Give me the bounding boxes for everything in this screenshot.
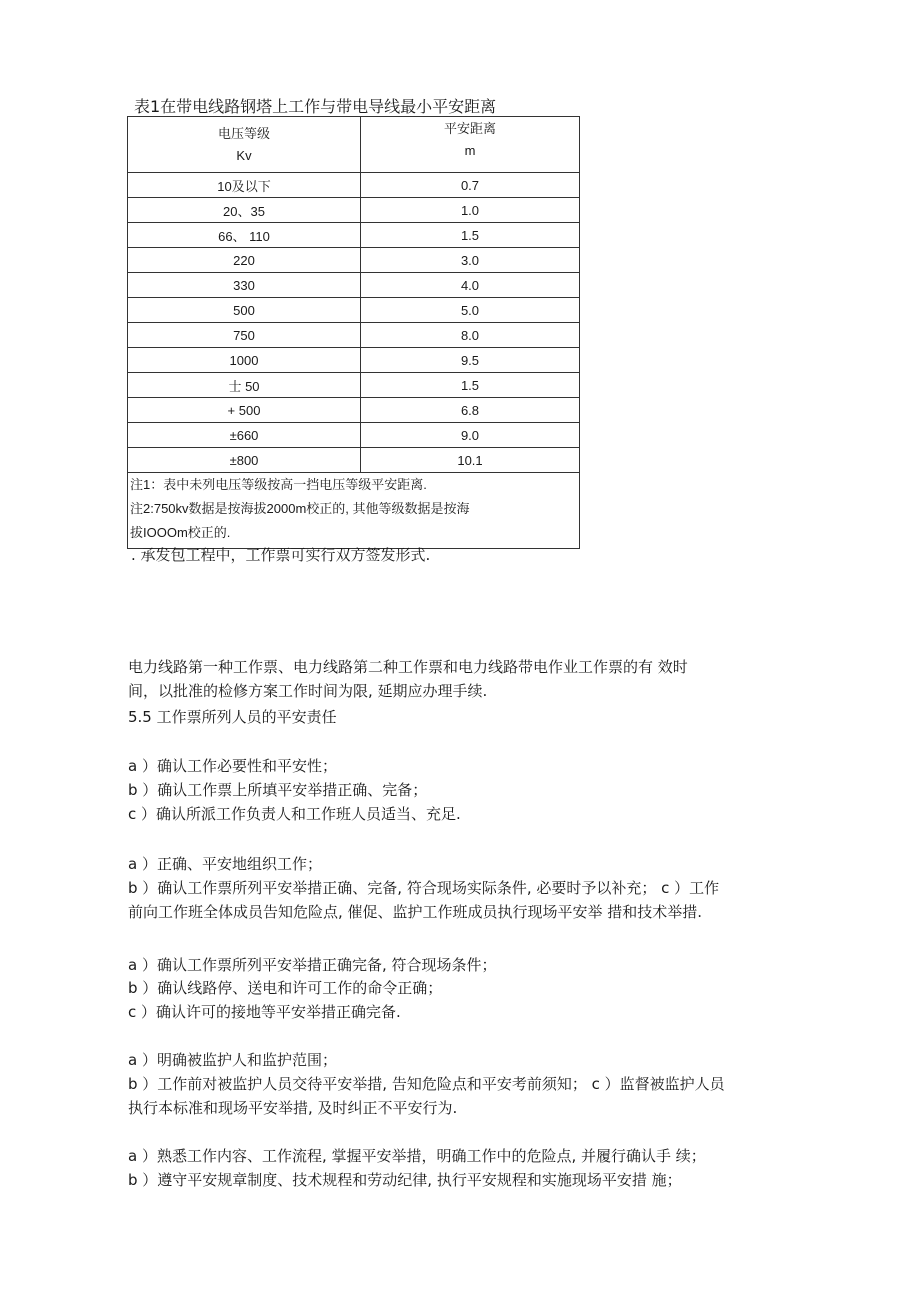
voltage-cell: ±800 — [128, 448, 361, 473]
header-voltage-cell — [128, 117, 361, 173]
distance-cell: 6.8 — [361, 398, 580, 423]
voltage-cell: 750 — [128, 323, 361, 348]
table-row — [128, 398, 580, 423]
safety-distance-table — [127, 116, 580, 549]
distance-cell: 5.0 — [361, 298, 580, 323]
table-note-2-line-2: 拔IOOOm校正的. — [130, 525, 231, 540]
table-row — [128, 323, 580, 348]
distance-cell: 3.0 — [361, 248, 580, 273]
list-item: a ）明确被监护人和监护范围； — [128, 1051, 337, 1069]
header-distance: 平安距离 — [443, 121, 496, 136]
after-table-text: . 承发包工程中，工作票可实行双方签发形式. — [131, 546, 431, 564]
distance-cell: 9.5 — [361, 348, 580, 373]
header-distance-cell — [361, 117, 580, 173]
table-note-1: 注1：表中未列电压等级按高一挡电压等级平安距离. — [130, 477, 427, 492]
voltage-cell: 66、 110 — [128, 223, 361, 248]
voltage-cell: 士 50 — [128, 373, 361, 398]
table-row — [128, 248, 580, 273]
distance-cell: 4.0 — [361, 273, 580, 298]
table-notes — [128, 473, 580, 549]
header-voltage: 电压等级 — [217, 126, 270, 141]
distance-cell: 0.7 — [361, 173, 580, 198]
table-row — [128, 348, 580, 373]
distance-cell: 8.0 — [361, 323, 580, 348]
table-title: 表1在带电线路钢塔上工作与带电导线最小平安距离 — [134, 97, 497, 116]
list-item: a ）确认工作必要性和平安性； — [128, 757, 337, 775]
list-item: b ）确认工作票上所填平安举措正确、完备； — [128, 781, 428, 799]
list-item: a ）确认工作票所列平安举措正确完备, 符合现场条件； — [128, 956, 497, 974]
table-row — [128, 373, 580, 398]
voltage-cell: + 500 — [128, 398, 361, 423]
list-item: b ）确认工作票所列平安举措正确、完备, 符合现场实际条件, 必要时予以补充； c ）工作 — [128, 879, 720, 897]
table-row — [128, 423, 580, 448]
table-row — [128, 198, 580, 223]
validity-line-1: 电力线路第一种工作票、电力线路第二种工作票和电力线路带电作业工作票的有 效时 — [128, 658, 688, 676]
voltage-cell: 500 — [128, 298, 361, 323]
table-row — [128, 223, 580, 248]
table-notes-row — [128, 473, 580, 549]
distance-cell: 9.0 — [361, 423, 580, 448]
list-item: 前向工作班全体成员告知危险点, 催促、监护工作班成员执行现场平安举 措和技术举措. — [128, 903, 703, 921]
list-item: c ）确认所派工作负责人和工作班人员适当、充足. — [128, 805, 461, 823]
list-item: b ）工作前对被监护人员交待平安举措, 告知危险点和平安考前须知； c ）监督被监护人员 — [128, 1075, 725, 1093]
list-item: a ）熟悉工作内容、工作流程, 掌握平安举措，明确工作中的危险点, 并履行确认手 续； — [128, 1147, 706, 1165]
distance-cell: 10.1 — [361, 448, 580, 473]
header-distance-unit: m — [464, 143, 476, 158]
table-header-row — [128, 117, 580, 173]
table-row — [128, 448, 580, 473]
table-row — [128, 273, 580, 298]
voltage-cell: 1000 — [128, 348, 361, 373]
table-note-2-line-1: 注2:750kv数据是按海拔2000m校正的, 其他等级数据是按海 — [130, 501, 470, 516]
voltage-cell: ±660 — [128, 423, 361, 448]
voltage-cell: 330 — [128, 273, 361, 298]
voltage-cell: 220 — [128, 248, 361, 273]
section-heading: 5.5 工作票所列人员的平安责任 — [128, 708, 337, 726]
list-item: 执行本标准和现场平安举措, 及时纠正不平安行为. — [128, 1099, 458, 1117]
distance-cell: 1.5 — [361, 373, 580, 398]
table-row — [128, 173, 580, 198]
list-item: a ）正确、平安地组织工作； — [128, 855, 322, 873]
voltage-cell: 10及以下 — [128, 173, 361, 198]
list-item: b ）确认线路停、送电和许可工作的命令正确； — [128, 979, 443, 997]
distance-cell: 1.5 — [361, 223, 580, 248]
list-item: b ）遵守平安规章制度、技术规程和劳动纪律, 执行平安规程和实施现场平安措 施； — [128, 1171, 682, 1189]
table-row — [128, 298, 580, 323]
validity-line-2: 间，以批准的检修方案工作时间为限, 延期应办理手续. — [128, 682, 488, 700]
voltage-cell: 20、35 — [128, 198, 361, 223]
list-item: c ）确认许可的接地等平安举措正确完备. — [128, 1003, 401, 1021]
header-voltage-unit: Kv — [236, 148, 252, 163]
distance-cell: 1.0 — [361, 198, 580, 223]
